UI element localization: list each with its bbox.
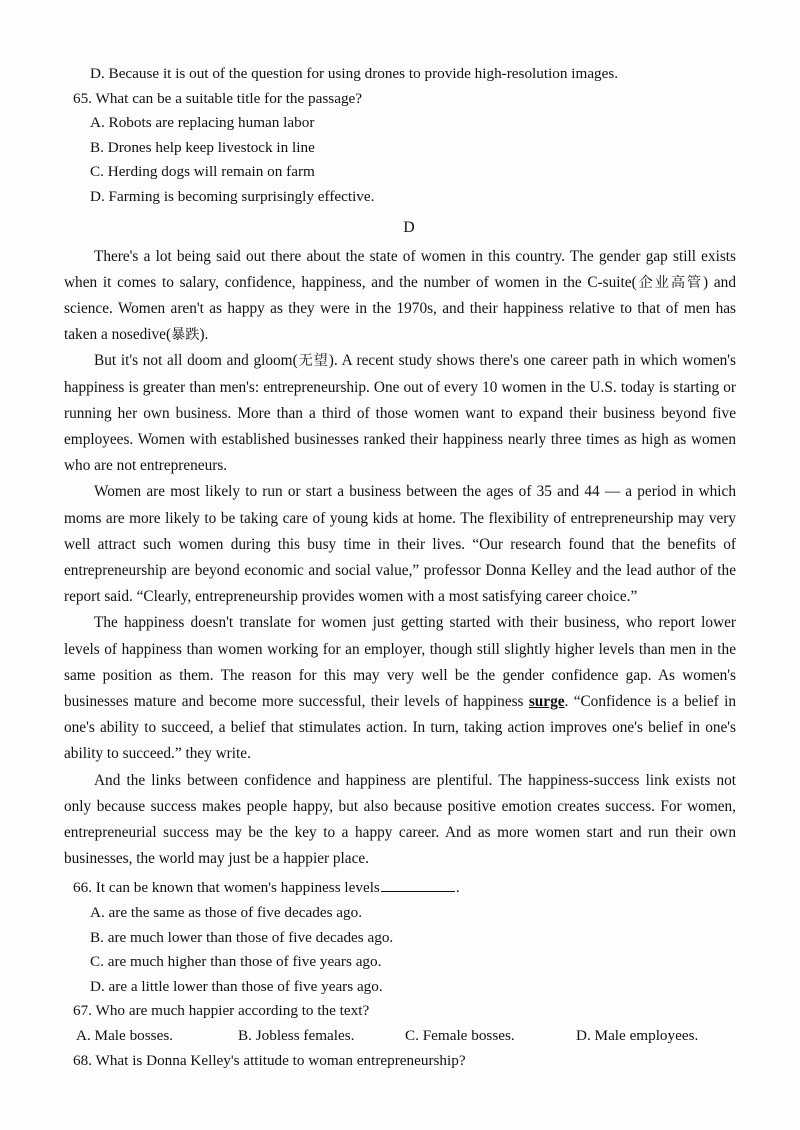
- question-66-stem-period: .: [455, 879, 460, 897]
- paragraph-1-text-part-3: ).: [199, 326, 209, 344]
- paragraph-4-text-part-2: . “Confidence is a belief in one's ability to succeed, a belief that stimulates action. In turn, taking action improves one's belief in one's ability to succeed.” they write.: [64, 693, 736, 763]
- question-67-option-b: B. Jobless females.: [238, 1027, 355, 1044]
- passage-paragraph-3: Women are most likely to run or start a business between the ages of 35 and 44 — a period in which moms are more likely to be taking care of young kids at home. The flexibility of entrepreneurship may very well attract such women during this busy time in their lives. “Our research found that the benefits of entrepreneurship are beyond economic and social value,” professor Donna Kelley and the lead author of the report said. “Clearly, entrepreneurship provides women with a most satisfying career choice.”: [64, 483, 736, 606]
- question-67-option-d: D. Male employees.: [576, 1027, 699, 1044]
- question-66-option-d: D. are a little lower than those of five years ago.: [90, 977, 383, 995]
- paragraph-1-chinese-gloss-1: 企业高管: [636, 274, 704, 291]
- question-65-option-c: C. Herding dogs will remain on farm: [90, 163, 315, 181]
- paragraph-2-chinese-gloss-1: 无望: [297, 353, 329, 370]
- paragraph-2-text-part-1: But it's not all doom and gloom(: [94, 352, 298, 370]
- paragraph-1-text-part-2: ) and science. Women aren't as happy as they were in the 1970s, and their happiness relative to that of men has taken a nosedive(: [64, 273, 736, 344]
- question-66-option-c: C. are much higher than those of five years ago.: [90, 953, 382, 971]
- question-66-option-a: A. are the same as those of five decades ago.: [90, 904, 362, 922]
- paragraph-1-text-part-1: There's a lot being said out there about the state of women in this country. The gender gap still exists when it comes to salary, confidence, happiness, and the number of women in the C-suite(: [64, 247, 736, 291]
- question-66-option-b: B. are much lower than those of five decades ago.: [90, 928, 394, 946]
- question-67-stem: 67. Who are much happier according to the text?: [73, 1002, 370, 1020]
- section-heading-letter: D: [403, 218, 415, 236]
- option-line-prev-d: D. Because it is out of the question for using drones to provide high-resolution images.: [90, 65, 619, 82]
- passage-paragraph-1: [64, 244, 736, 349]
- question-67-option-a: A. Male bosses.: [76, 1027, 174, 1044]
- question-66-stem: [64, 876, 736, 901]
- question-65-option-d: D. Farming is becoming surprisingly effective.: [90, 187, 375, 205]
- paragraph-1-chinese-gloss-2: 暴跌: [171, 327, 200, 344]
- paragraph-4-emphasized-word: surge: [528, 693, 565, 711]
- question-65-stem: 65. What can be a suitable title for the passage?: [73, 89, 363, 107]
- passage-paragraph-2: [64, 348, 736, 479]
- question-67-option-c: C. Female bosses.: [405, 1027, 515, 1044]
- paragraph-2-text-part-2: ). A recent study shows there's one career path in which women's happiness is greater than men's: entrepreneurship. One out of every 10 women in the U.S. today is starting or running her own business. More than a third of those women want to expand their business beyond five employees. Women with established businesses ranked their happiness nearly three times as high as women who are not entrepreneurs.: [64, 352, 736, 475]
- passage-paragraph-5: And the links between confidence and happiness are plentiful. The happiness-success link exists not only because success makes people happy, but also because positive emotion creates success. For women, entrepreneurial success may be the key to a happy career. And as more women start and run their own businesses, the world may just be a happier place.: [64, 771, 736, 868]
- question-68-stem: 68. What is Donna Kelley's attitude to woman entrepreneurship?: [73, 1051, 466, 1069]
- question-65-option-a: A. Robots are replacing human labor: [90, 114, 315, 132]
- question-66-answer-blank: [381, 878, 455, 892]
- page-content: [64, 62, 736, 1073]
- question-66-stem-text: 66. It can be known that women's happiness levels: [73, 879, 380, 897]
- question-65-option-b: B. Drones help keep livestock in line: [90, 138, 315, 156]
- question-67-options-row: [64, 1024, 724, 1049]
- paragraph-4-text-part-1: The happiness doesn't translate for women just getting started with their business, who report lower levels of happiness than women working for an employer, though still slightly higher levels than men in the same position as them. The reason for this may very well be the gender confidence gap. As women's businesses mature and become more successful, their levels of happiness: [64, 614, 736, 711]
- passage-paragraph-4: [64, 610, 736, 767]
